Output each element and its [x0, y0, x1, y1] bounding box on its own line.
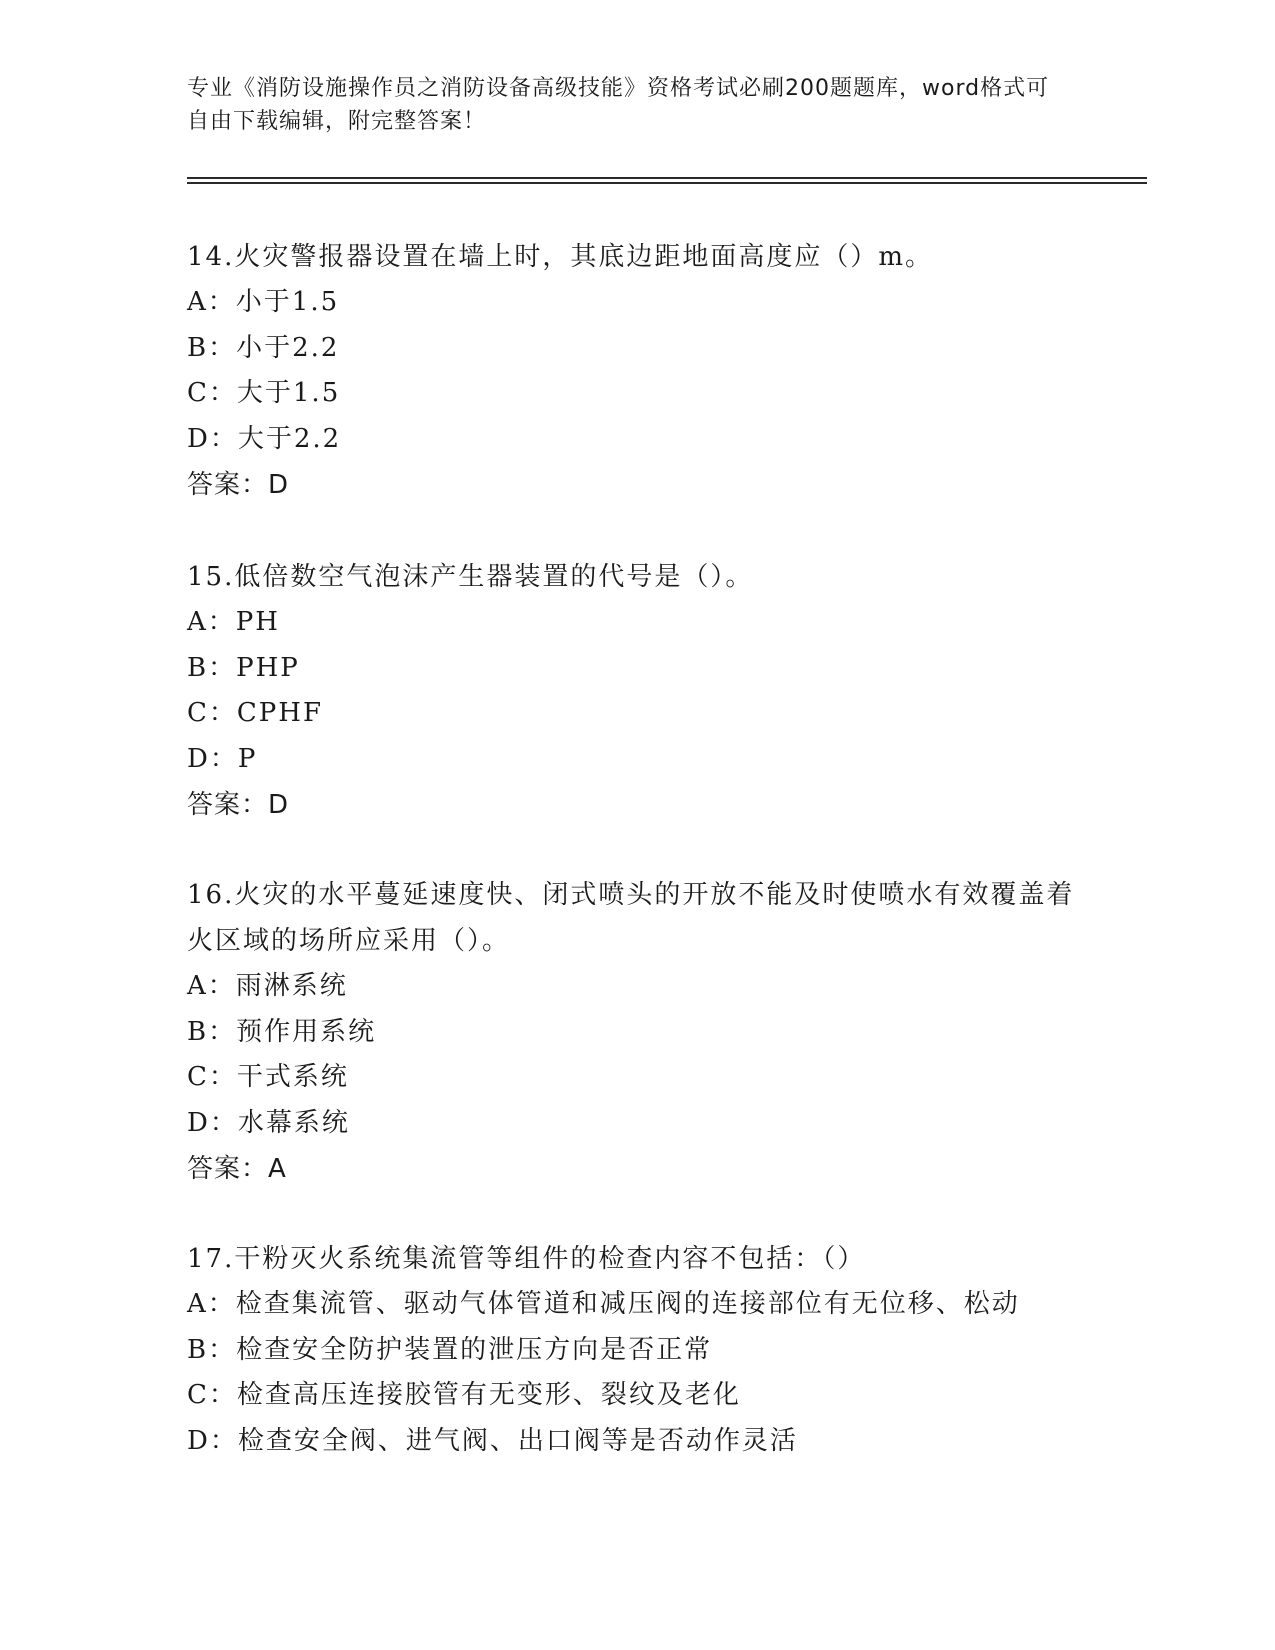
question-stem: 16.火灾的水平蔓延速度快、闭式喷头的开放不能及时使喷水有效覆盖着火区域的场所应采用（）。: [187, 880, 1075, 956]
header-divider-bottom: [187, 182, 1147, 184]
option-c: C：CPHF: [187, 698, 323, 728]
option-a: A：检查集流管、驱动气体管道和减压阀的连接部位有无位移、松动: [187, 1289, 1020, 1319]
header-divider-top: [187, 177, 1147, 179]
question-stem: 15.低倍数空气泡沫产生器装置的代号是（）。: [187, 562, 754, 592]
document-header: 专业《消防设施操作员之消防设备高级技能》资格考试必刷200题题库，word格式可自由下载编辑，附完整答案！: [187, 76, 1050, 134]
question-15: [187, 554, 1087, 828]
option-a: A：小于1.5: [187, 287, 340, 317]
option-c: C：检查高压连接胶管有无变形、裂纹及老化: [187, 1380, 741, 1410]
option-d: D：检查安全阀、进气阀、出口阀等是否动作灵活: [187, 1425, 798, 1456]
question-stem: 17.干粉灭火系统集流管等组件的检查内容不包括：（）: [187, 1244, 866, 1274]
answer: 答案：A: [187, 1154, 287, 1184]
option-b: B：PHP: [187, 652, 300, 683]
question-14: [187, 234, 1087, 508]
question-16: [187, 872, 1087, 1192]
option-c: C：干式系统: [187, 1062, 349, 1092]
question-17: [187, 1236, 1087, 1464]
option-b: B：小于2.2: [187, 332, 340, 363]
option-d: D：大于2.2: [187, 423, 342, 454]
option-a: A：PH: [187, 607, 280, 637]
option-b: B：检查安全防护装置的泄压方向是否正常: [187, 1334, 713, 1365]
option-b: B：预作用系统: [187, 1016, 377, 1047]
answer: 答案：D: [187, 790, 290, 820]
answer: 答案：D: [187, 470, 290, 500]
option-c: C：大于1.5: [187, 378, 341, 408]
option-a: A：雨淋系统: [187, 971, 348, 1001]
option-d: D：水幕系统: [187, 1107, 350, 1138]
question-stem: 14.火灾警报器设置在墙上时，其底边距地面高度应（）m。: [187, 242, 934, 272]
option-d: D：P: [187, 743, 258, 774]
